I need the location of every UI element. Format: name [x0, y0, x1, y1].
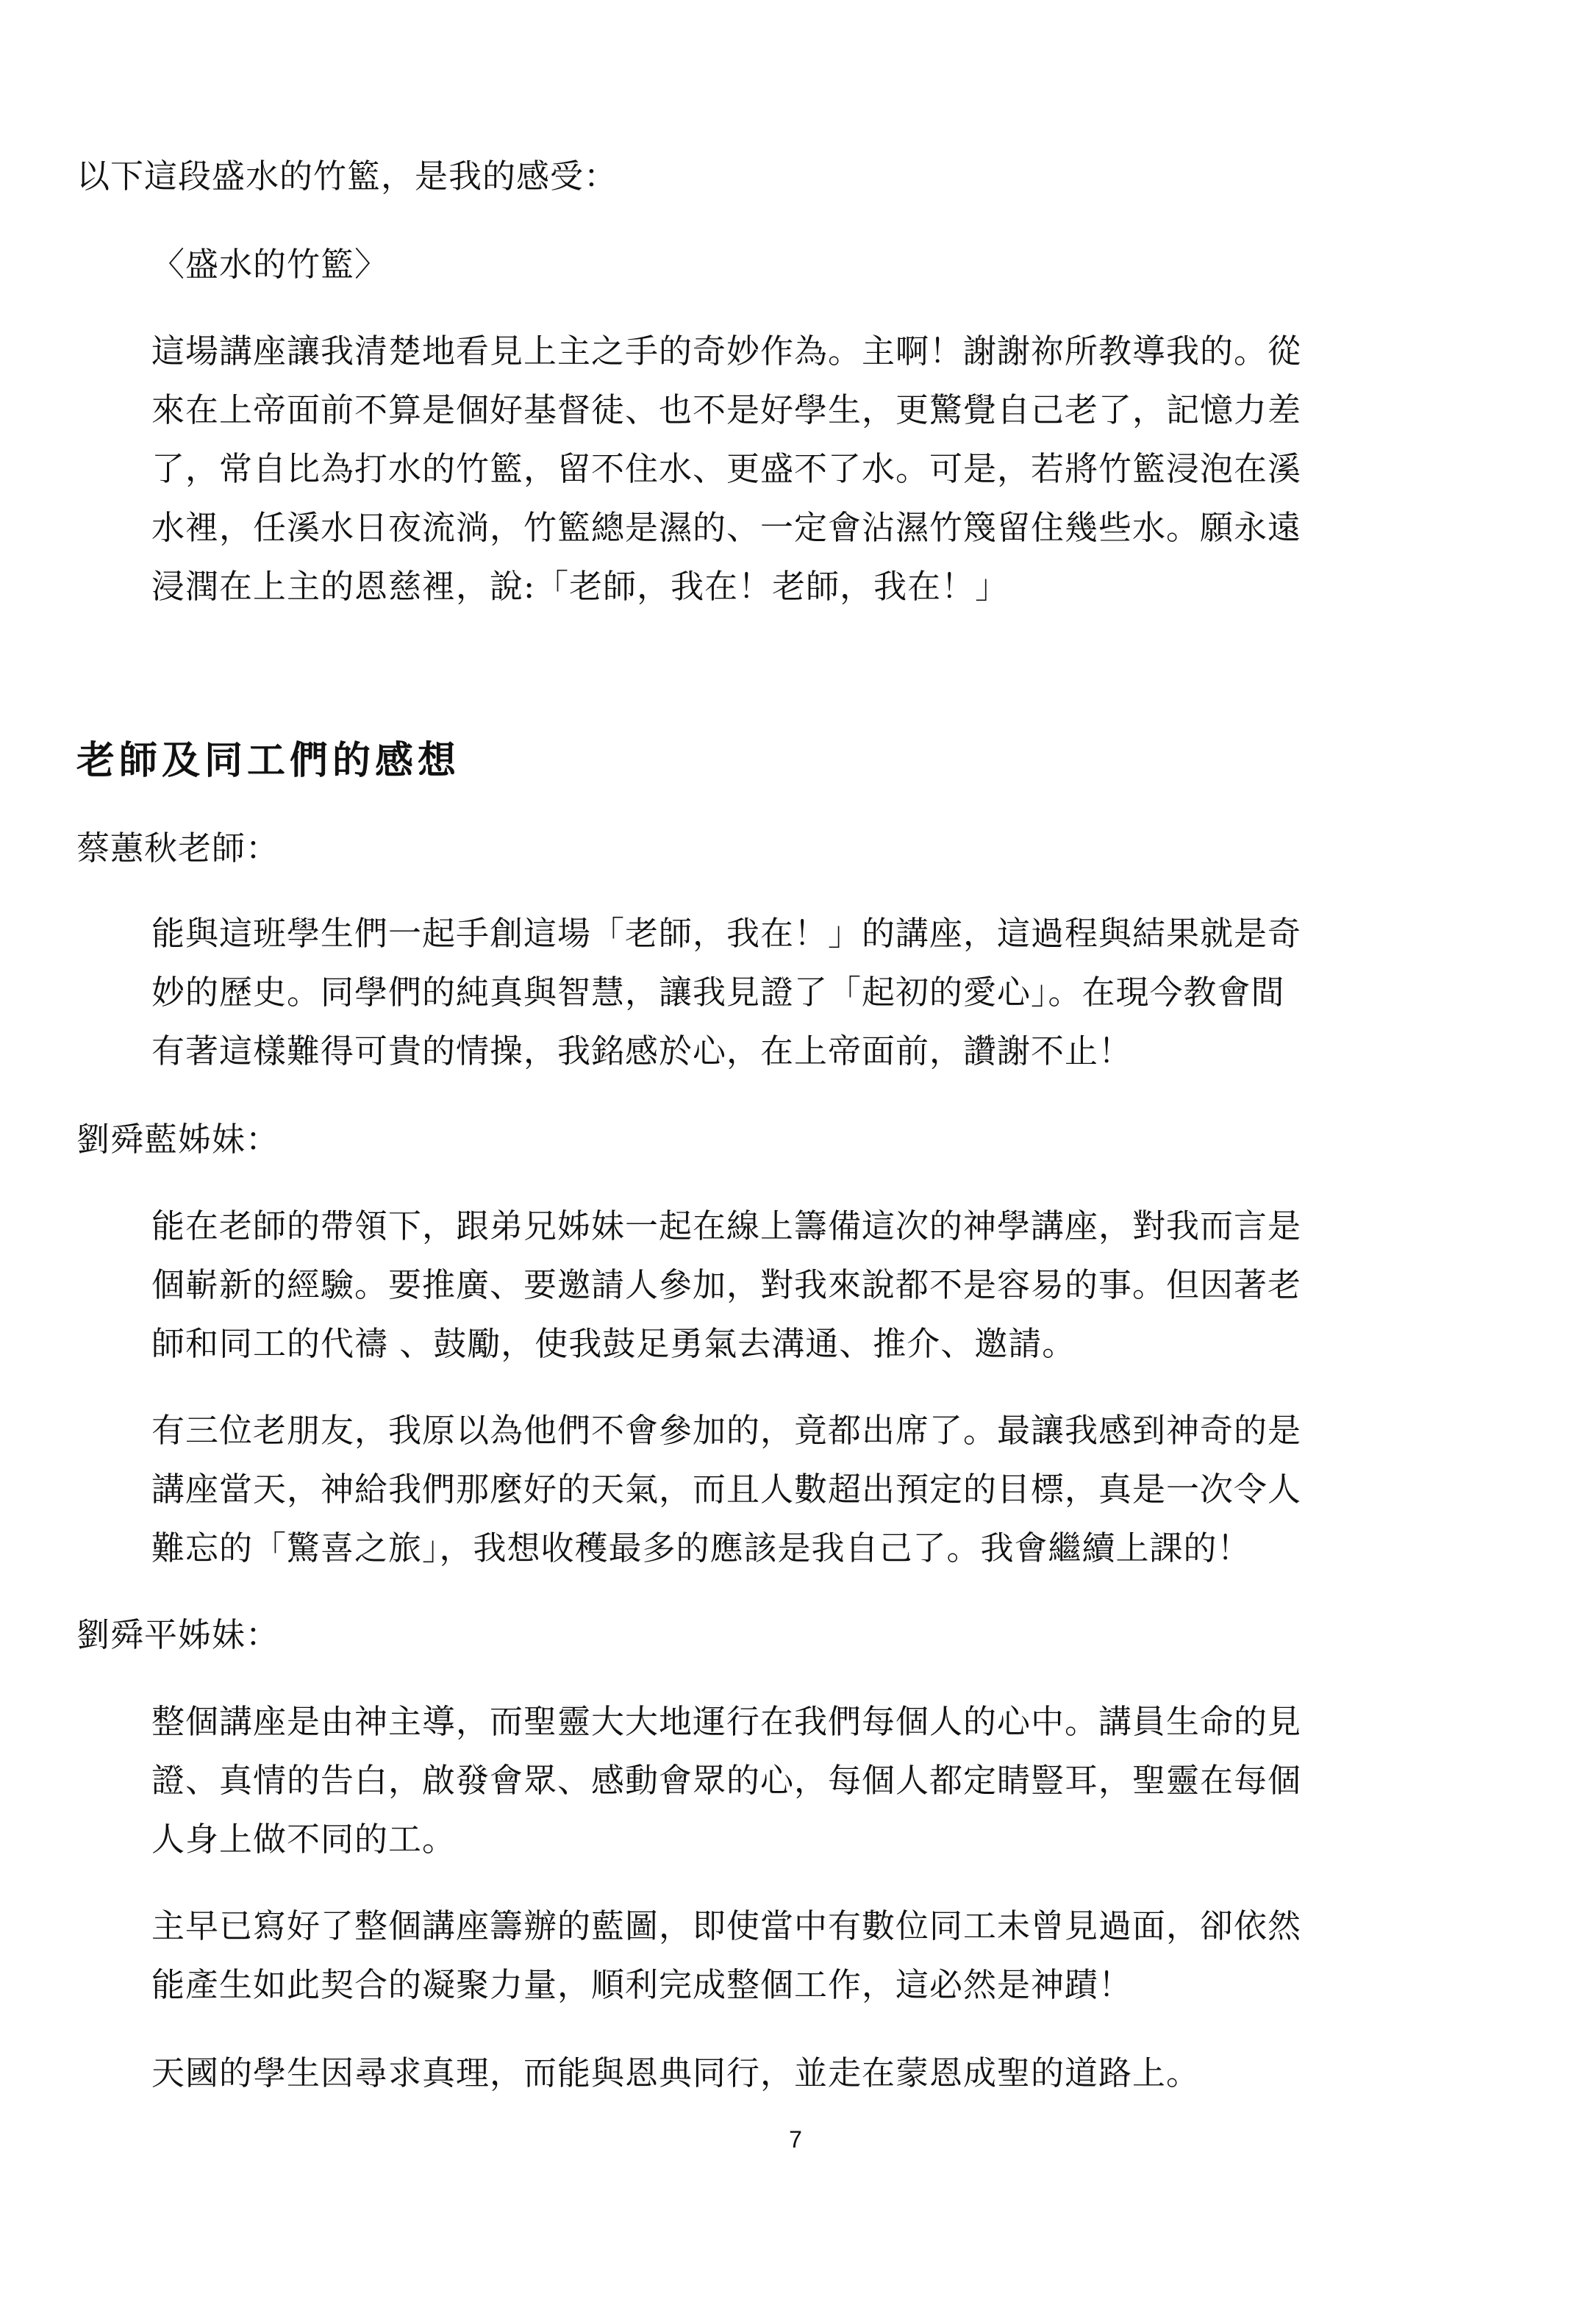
paragraph-line: 這場講座讓我清楚地看見上主之手的奇妙作為。主啊！謝謝祢所教導我的。從	[151, 332, 1302, 371]
speaker-name: 劉舜平姊妹：	[76, 1615, 280, 1654]
paragraph-line: 講座當天，神給我們那麼好的天氣，而且人數超出預定的目標，真是一次令人	[151, 1470, 1302, 1509]
paragraph-line: 了，常自比為打水的竹籃，留不住水、更盛不了水。可是，若將竹籃浸泡在溪	[151, 449, 1302, 488]
paragraph-line: 浸潤在上主的恩慈裡，說:「老師，我在！老師，我在！」	[151, 567, 1009, 606]
paragraph-line: 整個講座是由神主導，而聖靈大大地運行在我們每個人的心中。講員生命的見	[151, 1702, 1302, 1741]
paragraph-line: 水裡，任溪水日夜流淌，竹籃總是濕的、一定會沾濕竹篾留住幾些水。願永遠	[151, 508, 1302, 547]
paragraph-line: 能產生如此契合的凝聚力量，順利完成整個工作，這必然是神蹟！	[151, 1965, 1133, 2004]
paragraph-line: 主早已寫好了整個講座籌辦的藍圖，即使當中有數位同工未曾見過面，卻依然	[151, 1906, 1302, 1945]
intro-lead: 以下這段盛水的竹籃，是我的感受：	[76, 157, 618, 196]
page-number: 7	[789, 2126, 802, 2153]
paragraph-line: 天國的學生因尋求真理，而能與恩典同行，並走在蒙恩成聖的道路上。	[151, 2053, 1201, 2092]
paragraph-line: 難忘的「驚喜之旅」，我想收穫最多的應該是我自己了。我會繼續上課的！	[151, 1529, 1251, 1567]
paragraph-line: 人身上做不同的工。	[151, 1820, 457, 1859]
paragraph-line: 證、真情的告白，啟發會眾、感動會眾的心，每個人都定睛豎耳，聖靈在每個	[151, 1761, 1302, 1800]
section-heading: 老師及同工們的感想	[76, 738, 461, 783]
paragraph-line: 能在老師的帶領下，跟弟兄姊妹一起在線上籌備這次的神學講座，對我而言是	[151, 1206, 1302, 1245]
paragraph-line: 師和同工的代禱 、鼓勵，使我鼓足勇氣去溝通、推介、邀請。	[151, 1324, 1076, 1363]
paragraph-line: 能與這班學生們一起手創這場「老師，我在！」的講座，這過程與結果就是奇	[151, 914, 1302, 953]
paragraph-line: 有著這樣難得可貴的情操，我銘感於心，在上帝面前，讚謝不止！	[151, 1032, 1133, 1070]
paragraph-line: 有三位老朋友，我原以為他們不會參加的，竟都出席了。最讓我感到神奇的是	[151, 1411, 1302, 1450]
paragraph-line: 來在上帝面前不算是個好基督徒、也不是好學生，更驚覺自己老了，記憶力差	[151, 390, 1302, 429]
poem-title: 〈盛水的竹籃〉	[151, 245, 389, 284]
speaker-name: 蔡蕙秋老師：	[76, 829, 280, 868]
paragraph-line: 妙的歷史。同學們的純真與智慧，讓我見證了「起初的愛心」。在現今教會間	[151, 973, 1285, 1012]
paragraph-line: 個嶄新的經驗。要推廣、要邀請人參加，對我來說都不是容易的事。但因著老	[151, 1265, 1302, 1304]
speaker-name: 劉舜藍姊妹：	[76, 1120, 280, 1159]
